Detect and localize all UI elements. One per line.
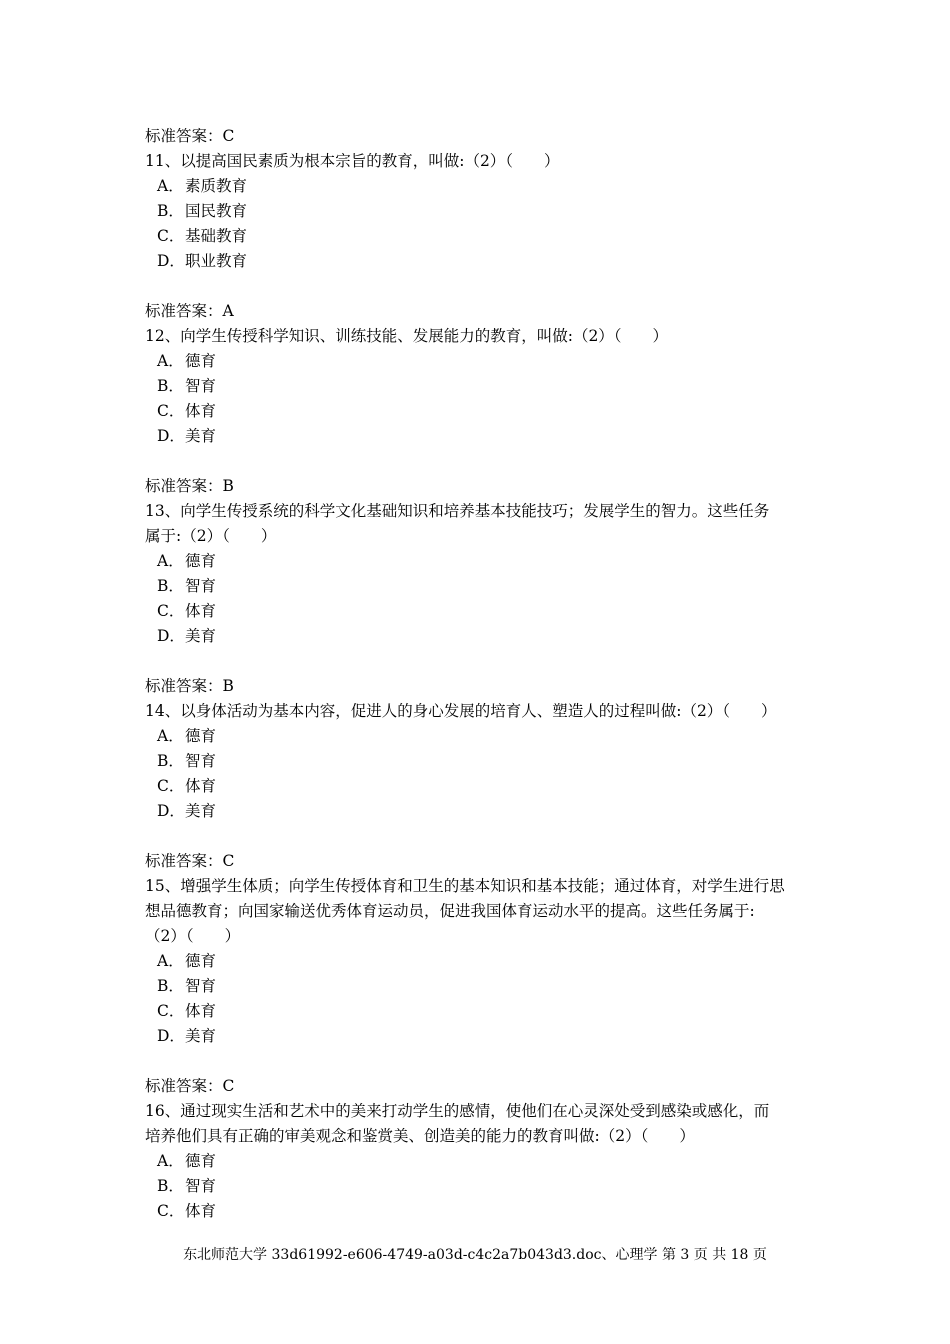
- question-text-line: 想品德教育；向国家输送优秀体育运动员，促进我国体育运动水平的提高。这些任务属于:: [145, 902, 755, 920]
- option-item: [145, 249, 810, 274]
- option-letter: C．: [157, 227, 185, 245]
- spacer: [145, 649, 810, 674]
- option-text: 智育: [185, 1177, 217, 1195]
- option-item: [145, 749, 810, 774]
- option-text: 德育: [185, 727, 217, 745]
- option-item: [145, 1174, 810, 1199]
- standard-answer: 标准答案：C: [145, 127, 235, 145]
- question-text: 11、以提高国民素质为根本宗旨的教育，叫做:（2）（ ）: [145, 152, 560, 170]
- option-text: 素质教育: [185, 177, 248, 195]
- option-item: [145, 724, 810, 749]
- option-letter: B．: [157, 1177, 184, 1195]
- option-text: 国民教育: [185, 202, 248, 220]
- option-item: [145, 1024, 810, 1049]
- question-text-line: 属于:（2）（ ）: [145, 527, 277, 545]
- option-item: [145, 624, 810, 649]
- question-text-line: 培养他们具有正确的审美观念和鉴赏美、创造美的能力的教育叫做:（2）（ ）: [145, 1127, 695, 1145]
- option-text: 美育: [185, 1027, 217, 1045]
- option-letter: D．: [157, 427, 185, 445]
- option-text: 德育: [185, 952, 217, 970]
- option-item: [145, 349, 810, 374]
- option-item: [145, 374, 810, 399]
- spacer: [145, 824, 810, 849]
- option-text: 德育: [185, 552, 217, 570]
- page-footer: 东北师范大学 33d61992-e606-4749-a03d-c4c2a7b043d3.doc、心理学 第 3 页 共 18 页: [183, 1247, 767, 1263]
- option-text: 体育: [185, 777, 217, 795]
- option-letter: B．: [157, 377, 184, 395]
- option-letter: D．: [157, 802, 185, 820]
- option-letter: C．: [157, 602, 185, 620]
- question-text-line: 13、向学生传授系统的科学文化基础知识和培养基本技能技巧；发展学生的智力。这些任务: [145, 502, 770, 520]
- option-text: 智育: [185, 577, 217, 595]
- option-item: [145, 424, 810, 449]
- option-text: 德育: [185, 1152, 217, 1170]
- option-item: [145, 999, 810, 1024]
- spacer: [145, 449, 810, 474]
- spacer: [145, 274, 810, 299]
- option-text: 德育: [185, 352, 217, 370]
- option-text: 职业教育: [185, 252, 248, 270]
- option-item: [145, 399, 810, 424]
- option-item: [145, 199, 810, 224]
- question-text-line: 16、通过现实生活和艺术中的美来打动学生的感情，使他们在心灵深处受到感染或感化，而: [145, 1102, 770, 1120]
- option-item: [145, 1149, 810, 1174]
- option-letter: A．: [157, 727, 184, 745]
- option-letter: A．: [157, 177, 184, 195]
- option-letter: A．: [157, 552, 184, 570]
- option-letter: C．: [157, 1202, 185, 1220]
- question-text-line: （2）（ ）: [145, 927, 241, 945]
- option-letter: A．: [157, 1152, 184, 1170]
- option-text: 体育: [185, 1202, 217, 1220]
- option-item: [145, 1199, 810, 1224]
- option-item: [145, 799, 810, 824]
- option-item: [145, 974, 810, 999]
- question-text: 14、以身体活动为基本内容，促进人的身心发展的培育人、塑造人的过程叫做:（2）（ ）: [145, 702, 777, 720]
- document-body: [145, 124, 810, 1224]
- option-text: 基础教育: [185, 227, 248, 245]
- standard-answer: 标准答案：C: [145, 1077, 235, 1095]
- option-text: 美育: [185, 802, 217, 820]
- option-text: 体育: [185, 402, 217, 420]
- option-item: [145, 774, 810, 799]
- question-text: 12、向学生传授科学知识、训练技能、发展能力的教育，叫做:（2）（ ）: [145, 327, 669, 345]
- standard-answer: 标准答案：B: [145, 677, 234, 695]
- option-text: 美育: [185, 627, 217, 645]
- option-text: 智育: [185, 377, 217, 395]
- option-item: [145, 224, 810, 249]
- option-item: [145, 599, 810, 624]
- option-item: [145, 549, 810, 574]
- question-text-line: 15、增强学生体质；向学生传授体育和卫生的基本知识和基本技能；通过体育，对学生进行思: [145, 877, 785, 895]
- option-text: 体育: [185, 1002, 217, 1020]
- option-letter: C．: [157, 402, 185, 420]
- standard-answer: 标准答案：A: [145, 302, 234, 320]
- option-item: [145, 949, 810, 974]
- option-letter: D．: [157, 1027, 185, 1045]
- option-text: 美育: [185, 427, 217, 445]
- option-letter: D．: [157, 252, 185, 270]
- option-letter: B．: [157, 977, 184, 995]
- option-item: [145, 174, 810, 199]
- option-text: 体育: [185, 602, 217, 620]
- option-text: 智育: [185, 977, 217, 995]
- option-letter: B．: [157, 202, 184, 220]
- option-letter: A．: [157, 352, 184, 370]
- option-item: [145, 574, 810, 599]
- option-text: 智育: [185, 752, 217, 770]
- standard-answer: 标准答案：C: [145, 852, 235, 870]
- option-letter: A．: [157, 952, 184, 970]
- option-letter: C．: [157, 777, 185, 795]
- option-letter: C．: [157, 1002, 185, 1020]
- option-letter: B．: [157, 577, 184, 595]
- spacer: [145, 1049, 810, 1074]
- option-letter: B．: [157, 752, 184, 770]
- option-letter: D．: [157, 627, 185, 645]
- standard-answer: 标准答案：B: [145, 477, 234, 495]
